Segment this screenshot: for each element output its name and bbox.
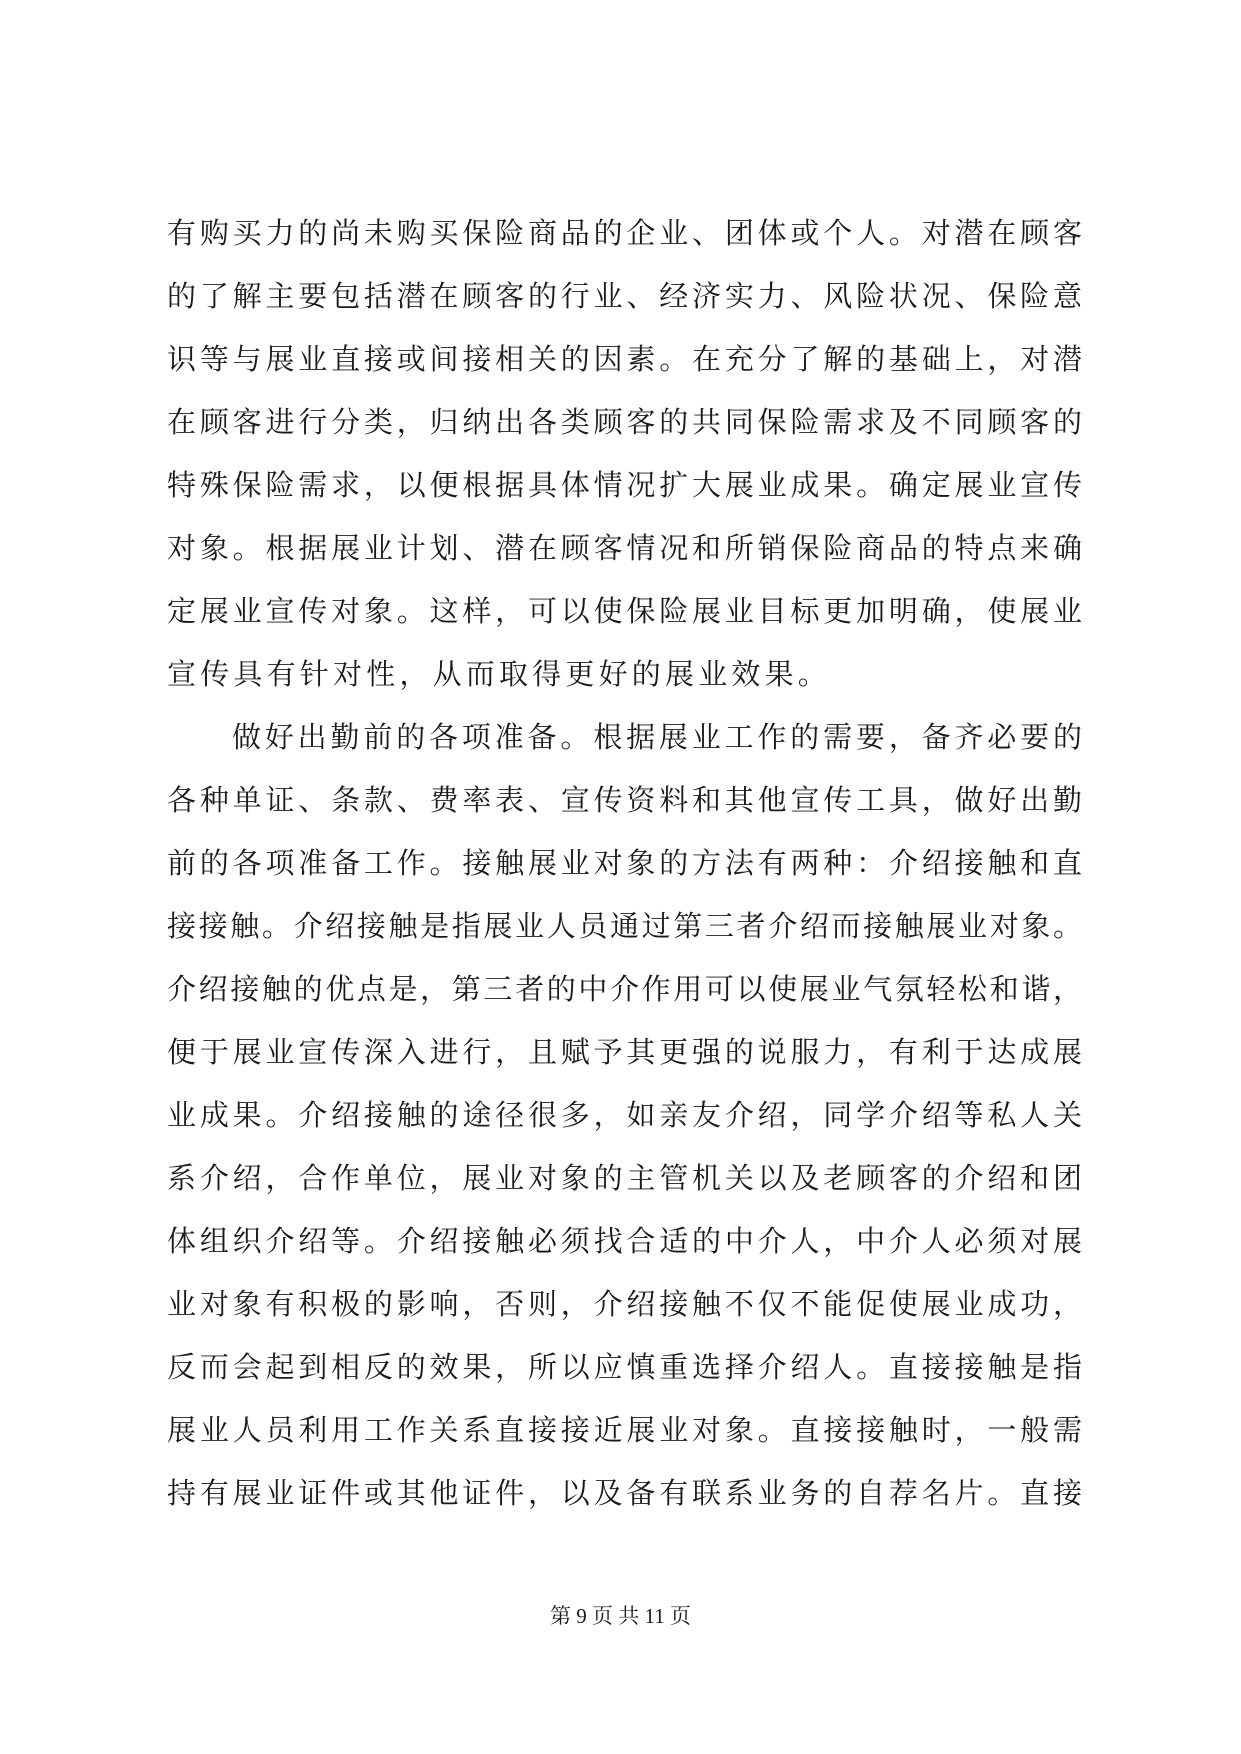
text-line: 识等与展业直接或间接相关的因素。在充分了解的基础上，对潜: [167, 342, 1082, 376]
text-line: 介绍接触的优点是，第三者的中介作用可以使展业气氛轻松和谐，: [167, 972, 1082, 1006]
text-line: 便于展业宣传深入进行，且赋予其更强的说服力，有利于达成展: [167, 1035, 1082, 1069]
text-line: 业对象有积极的影响，否则，介绍接触不仅不能促使展业成功，: [167, 1287, 1082, 1321]
text-line: 定展业宣传对象。这样，可以使保险展业目标更加明确，使展业: [167, 594, 1082, 628]
text-line: 宣传具有针对性，从而取得更好的展业效果。: [167, 657, 832, 691]
page-number-footer: 第 9 页 共 11 页: [550, 1604, 691, 1628]
text-line: 对象。根据展业计划、潜在顾客情况和所销保险商品的特点来确: [167, 531, 1082, 565]
text-line: 接接触。介绍接触是指展业人员通过第三者介绍而接触展业对象。: [167, 909, 1082, 943]
text-line: 展业人员利用工作关系直接接近展业对象。直接接触时，一般需: [167, 1413, 1082, 1447]
text-line: 做好出勤前的各项准备。根据展业工作的需要，备齐必要的: [232, 720, 1082, 754]
text-line: 反而会起到相反的效果，所以应慎重选择介绍人。直接接触是指: [167, 1350, 1082, 1384]
text-line: 系介绍，合作单位，展业对象的主管机关以及老顾客的介绍和团: [167, 1161, 1082, 1195]
text-line: 在顾客进行分类，归纳出各类顾客的共同保险需求及不同顾客的: [167, 405, 1082, 439]
text-line: 持有展业证件或其他证件，以及备有联系业务的自荐名片。直接: [167, 1476, 1082, 1510]
text-line: 各种单证、条款、费率表、宣传资料和其他宣传工具，做好出勤: [167, 783, 1082, 817]
text-line: 业成果。介绍接触的途径很多，如亲友介绍，同学介绍等私人关: [167, 1098, 1082, 1132]
text-line: 前的各项准备工作。接触展业对象的方法有两种：介绍接触和直: [167, 846, 1082, 880]
text-line: 体组织介绍等。介绍接触必须找合适的中介人，中介人必须对展: [167, 1224, 1082, 1258]
text-line: 的了解主要包括潜在顾客的行业、经济实力、风险状况、保险意: [167, 279, 1082, 313]
text-line: 特殊保险需求，以便根据具体情况扩大展业成果。确定展业宣传: [167, 468, 1082, 502]
text-line: 有购买力的尚未购买保险商品的企业、团体或个人。对潜在顾客: [167, 216, 1082, 250]
